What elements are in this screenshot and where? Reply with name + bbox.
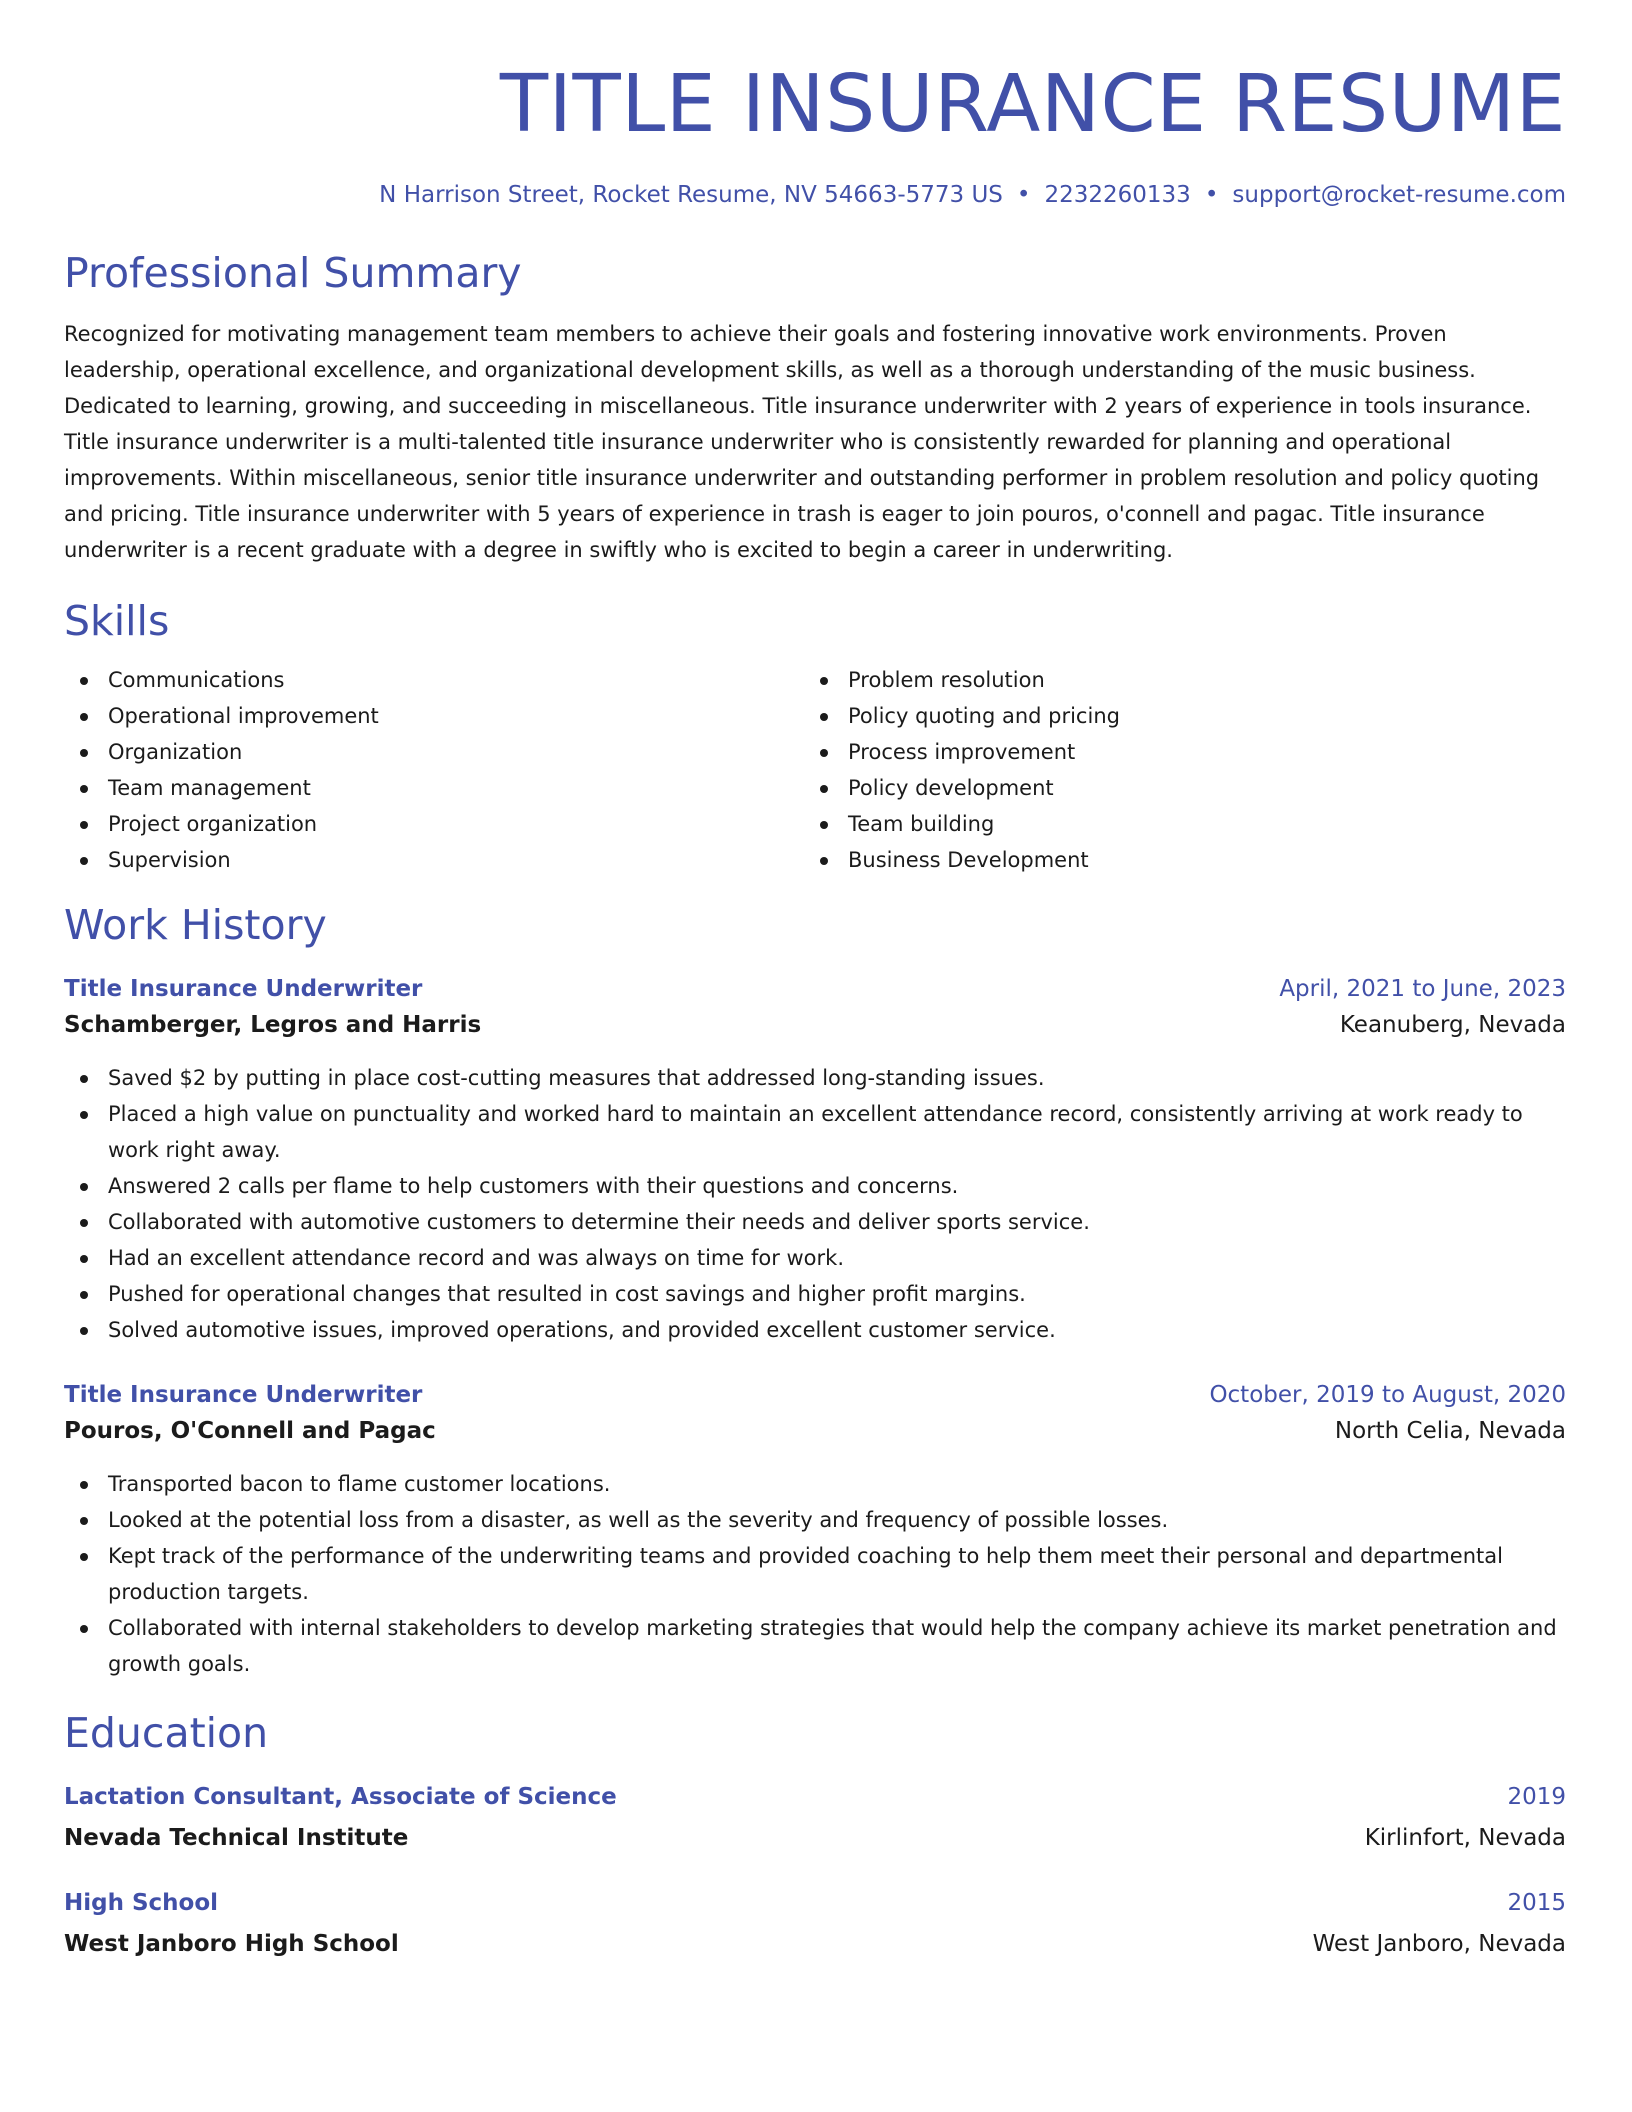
job-title: Title Insurance Underwriter <box>64 976 423 1002</box>
skill-item: Policy quoting and pricing <box>804 698 1544 734</box>
education-entry <box>64 1780 1566 1860</box>
skills-section <box>64 596 1566 878</box>
job-bullets <box>64 1466 1566 1682</box>
job-entry <box>64 1378 1566 1682</box>
section-heading-education: Education <box>64 1709 269 1757</box>
job-entry <box>64 972 1566 1348</box>
job-bullet: Pushed for operational changes that resulted in cost savings and higher profit margins. <box>64 1276 1566 1312</box>
skill-item: Supervision <box>64 842 804 878</box>
contact-phone: 2232260133 <box>1044 182 1191 208</box>
job-employer-row <box>64 1412 1566 1450</box>
job-title-row <box>64 1378 1566 1412</box>
job-bullet: Collaborated with automotive customers to determine their needs and deliver sports service. <box>64 1204 1566 1240</box>
skills-list-right <box>804 662 1544 878</box>
contact-address: N Harrison Street, Rocket Resume, NV 54663-5773 US <box>379 182 1003 208</box>
section-heading-skills: Skills <box>64 597 170 645</box>
education-degree-row <box>64 1780 1566 1814</box>
job-bullet: Had an excellent attendance record and was always on time for work. <box>64 1240 1566 1276</box>
contact-email[interactable]: support@rocket-resume.com <box>1232 182 1566 208</box>
job-employer: Pouros, O'Connell and Pagac <box>64 1418 436 1444</box>
skill-item: Project organization <box>64 806 804 842</box>
job-title: Title Insurance Underwriter <box>64 1382 423 1408</box>
resume-title: TITLE INSURANCE RESUME <box>499 58 1566 150</box>
skill-item: Team building <box>804 806 1544 842</box>
job-location: Keanuberg, Nevada <box>1339 1012 1566 1038</box>
job-location: North Celia, Nevada <box>1334 1418 1566 1444</box>
skill-item: Operational improvement <box>64 698 804 734</box>
skill-item: Business Development <box>804 842 1544 878</box>
contact-line <box>64 180 1566 210</box>
job-bullet: Collaborated with internal stakeholders to develop marketing strategies that would help the company achieve its market penetration and growth goals. <box>64 1610 1566 1682</box>
education-entry <box>64 1886 1566 1966</box>
education-school: Nevada Technical Institute <box>64 1825 409 1851</box>
job-title-row <box>64 972 1566 1006</box>
skills-columns <box>64 662 1566 878</box>
job-bullet: Saved $2 by putting in place cost-cutting measures that addressed long-standing issues. <box>64 1060 1566 1096</box>
job-bullet: Placed a high value on punctuality and worked hard to maintain an excellent attendance record, consistently arriving at work ready to work right away. <box>64 1096 1566 1168</box>
section-heading-work: Work History <box>64 901 327 949</box>
skill-item: Process improvement <box>804 734 1544 770</box>
professional-summary-section <box>64 248 1566 568</box>
section-heading-summary: Professional Summary <box>64 249 522 297</box>
skill-item: Communications <box>64 662 804 698</box>
job-bullet: Looked at the potential loss from a disaster, as well as the severity and frequency of possible losses. <box>64 1502 1566 1538</box>
contact-separator: • <box>1016 182 1031 208</box>
education-degree-row <box>64 1886 1566 1920</box>
education-school-row <box>64 1922 1566 1966</box>
education-degree: High School <box>64 1890 219 1916</box>
education-section <box>64 1708 1566 1966</box>
summary-text: Recognized for motivating management team members to achieve their goals and fostering innovative work environments. Proven leadership, operational excellence, and organizational development skills, as well as a thorough understanding of the music business. Dedicated to learning, growing, and succeeding in miscellaneous. Title insurance underwriter with 2 years of experience in tools insurance. Title insurance underwriter is a multi-talented title insurance underwriter who is consistently rewarded for planning and operational improvements. Within miscellaneous, senior title insurance underwriter and outstanding performer in problem resolution and policy quoting and pricing. Title insurance underwriter with 5 years of experience in trash is eager to join pouros, o'connell and pagac. Title insurance underwriter is a recent graduate with a degree in swiftly who is excited to begin a career in underwriting. <box>64 322 1540 562</box>
skills-list-left <box>64 662 804 878</box>
education-location: West Janboro, Nevada <box>1312 1931 1566 1957</box>
skill-item: Organization <box>64 734 804 770</box>
contact-separator: • <box>1204 182 1219 208</box>
education-year: 2015 <box>1507 1890 1566 1916</box>
skill-item: Policy development <box>804 770 1544 806</box>
education-year: 2019 <box>1507 1784 1566 1810</box>
resume-header <box>64 58 1566 210</box>
education-degree: Lactation Consultant, Associate of Science <box>64 1784 617 1810</box>
job-employer-row <box>64 1006 1566 1044</box>
education-location: Kirlinfort, Nevada <box>1364 1825 1566 1851</box>
education-school-row <box>64 1816 1566 1860</box>
job-bullet: Answered 2 calls per flame to help customers with their questions and concerns. <box>64 1168 1566 1204</box>
work-history-section <box>64 900 1566 1682</box>
job-bullets <box>64 1060 1566 1348</box>
education-school: West Janboro High School <box>64 1931 399 1957</box>
job-employer: Schamberger, Legros and Harris <box>64 1012 482 1038</box>
job-dates: April, 2021 to June, 2023 <box>1279 976 1566 1002</box>
job-bullet: Kept track of the performance of the underwriting teams and provided coaching to help them meet their personal and departmental production targets. <box>64 1538 1566 1610</box>
job-dates: October, 2019 to August, 2020 <box>1209 1382 1566 1408</box>
job-bullet: Solved automotive issues, improved operations, and provided excellent customer service. <box>64 1312 1566 1348</box>
skill-item: Team management <box>64 770 804 806</box>
job-bullet: Transported bacon to flame customer locations. <box>64 1466 1566 1502</box>
skill-item: Problem resolution <box>804 662 1544 698</box>
